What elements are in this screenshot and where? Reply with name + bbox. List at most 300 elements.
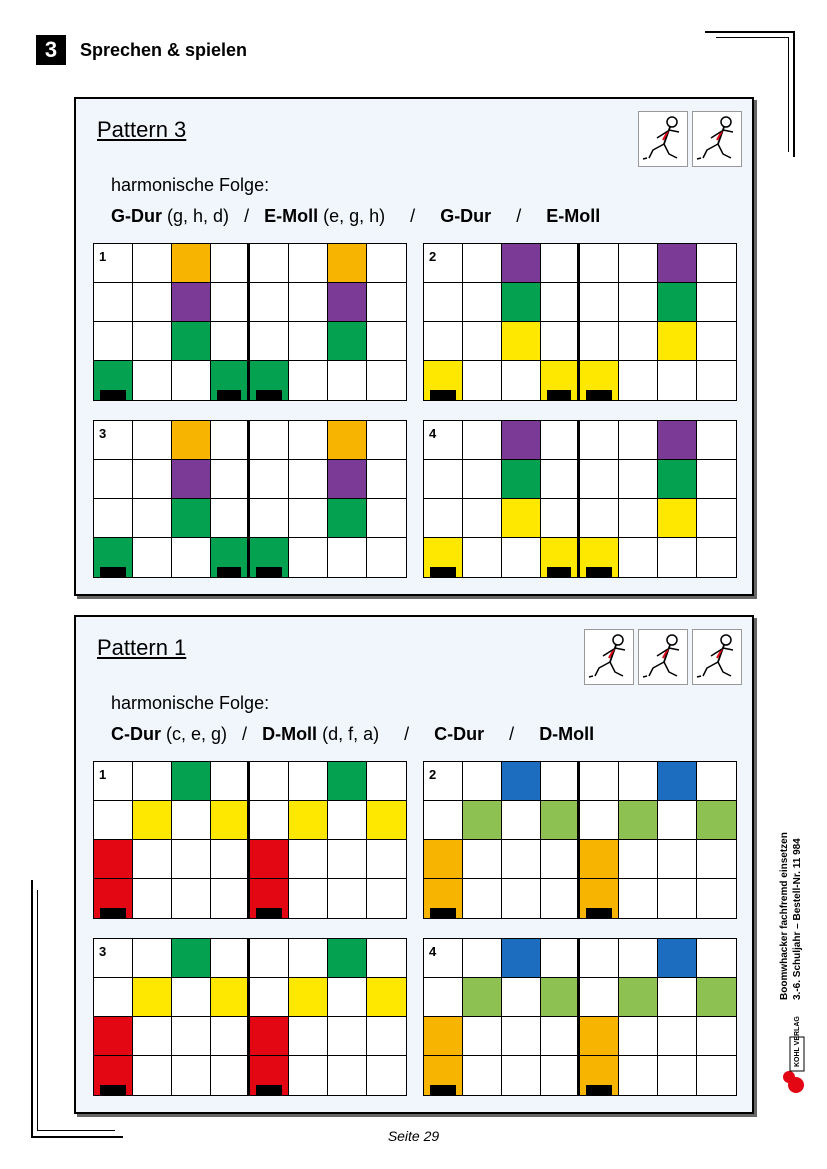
beat-marker — [430, 1085, 456, 1095]
grid-cell — [211, 879, 250, 918]
grid-cell — [172, 1017, 211, 1056]
grid-number: 1 — [99, 767, 107, 782]
grid-cell — [697, 801, 736, 840]
grid-cell — [94, 879, 133, 918]
grid-cell — [211, 322, 250, 361]
grid-cell — [463, 840, 502, 879]
grid-cell — [424, 978, 463, 1017]
grid-cell — [367, 879, 406, 918]
grid-cell — [172, 283, 211, 322]
pattern-panel — [74, 97, 754, 596]
grid-cell — [424, 283, 463, 322]
beat-marker — [217, 390, 241, 400]
grid-cell — [697, 840, 736, 879]
grid-cell — [172, 840, 211, 879]
grid-cell — [133, 322, 172, 361]
grid-cell — [580, 322, 619, 361]
harmony-label: harmonische Folge: — [111, 175, 270, 195]
grid-cell — [133, 879, 172, 918]
grid-cell — [541, 322, 580, 361]
grid-cell — [658, 244, 697, 283]
beat-marker — [100, 567, 126, 577]
dancer-figure-icon — [638, 111, 688, 167]
grid-cell — [697, 460, 736, 499]
grid-cell — [94, 1017, 133, 1056]
grid-cell — [580, 801, 619, 840]
grid-cell — [424, 1056, 463, 1095]
grid-cell — [94, 421, 133, 460]
beat-marker — [586, 908, 612, 918]
grid-cell — [463, 801, 502, 840]
grid-cell — [367, 1056, 406, 1095]
page-number: Seite 29 — [387, 1128, 440, 1144]
grid-cell — [172, 322, 211, 361]
grid-number: 4 — [429, 426, 437, 441]
grid-cell — [289, 879, 328, 918]
harmony-chord: D-Moll — [262, 724, 318, 744]
grid-cell — [328, 283, 367, 322]
grid-cell — [250, 939, 289, 978]
grid-cell — [250, 801, 289, 840]
grid-cell — [697, 762, 736, 801]
grid-cell — [502, 879, 541, 918]
grid-cell — [328, 460, 367, 499]
grid-cell — [502, 322, 541, 361]
grid-cell — [94, 244, 133, 283]
publisher-sidebar — [774, 765, 822, 1095]
grid-cell — [328, 538, 367, 577]
beat-marker — [100, 390, 126, 400]
grid-cell — [502, 361, 541, 400]
grid-cell — [424, 801, 463, 840]
grid-number: 2 — [429, 249, 437, 264]
grid-cell — [94, 801, 133, 840]
publication-info — [778, 832, 804, 1000]
grid-cell — [580, 939, 619, 978]
grid-cell — [658, 840, 697, 879]
grid-cell — [94, 538, 133, 577]
grid-cell — [289, 283, 328, 322]
grid-cell — [133, 1056, 172, 1095]
grid-cell — [541, 538, 580, 577]
grid-cell — [133, 978, 172, 1017]
harmony-chord: G-Dur — [440, 206, 492, 226]
grid-cell — [328, 801, 367, 840]
grid-cell — [328, 244, 367, 283]
grid-cell — [619, 244, 658, 283]
grid-cell — [367, 460, 406, 499]
grid-cell — [94, 361, 133, 400]
grid-cell — [289, 978, 328, 1017]
grid-cell — [250, 879, 289, 918]
grid-cell — [619, 361, 658, 400]
grid-cell — [172, 879, 211, 918]
pattern-grid-1 — [93, 243, 407, 401]
grid-cell — [697, 421, 736, 460]
grid-cell — [697, 939, 736, 978]
grid-cell — [211, 244, 250, 283]
grid-cell — [502, 283, 541, 322]
grid-cell — [463, 499, 502, 538]
grid-cell — [94, 840, 133, 879]
grid-cell — [658, 322, 697, 361]
grid-cell — [289, 939, 328, 978]
grid-cell — [697, 978, 736, 1017]
grid-cell — [289, 244, 328, 283]
beat-marker — [430, 567, 456, 577]
grid-cell — [424, 1017, 463, 1056]
grid-cell — [463, 939, 502, 978]
grid-cell — [367, 801, 406, 840]
grid-cell — [658, 1056, 697, 1095]
harmony-chord: G-Dur — [111, 206, 162, 226]
grid-cell — [133, 499, 172, 538]
grid-cell — [619, 1017, 658, 1056]
grid-cell — [424, 421, 463, 460]
grid-number: 4 — [429, 944, 437, 959]
harmony-notes: (d, f, a) — [322, 724, 380, 744]
grid-cell — [250, 1017, 289, 1056]
beat-marker — [256, 567, 282, 577]
dancer-figure-icon — [692, 629, 742, 685]
grid-cell — [424, 460, 463, 499]
pattern-panel — [74, 615, 754, 1114]
grid-cell — [541, 801, 580, 840]
harmony-chord: D-Moll — [539, 724, 595, 744]
grid-cell — [172, 421, 211, 460]
grid-cell — [463, 361, 502, 400]
grid-cell — [463, 762, 502, 801]
dancer-figure-icon — [584, 629, 634, 685]
grid-cell — [541, 939, 580, 978]
pattern-title: Pattern 3 — [97, 117, 187, 142]
beat-marker — [547, 390, 571, 400]
harmony-separator: / — [489, 724, 535, 744]
grid-cell — [424, 879, 463, 918]
grid-cell — [658, 421, 697, 460]
grid-cell — [502, 939, 541, 978]
grid-cell — [580, 879, 619, 918]
harmony-separator: / — [496, 206, 542, 226]
grid-cell — [250, 762, 289, 801]
grid-cell — [658, 361, 697, 400]
grid-cell — [697, 499, 736, 538]
publication-order-number: 3.-6. Schuljahr – Bestell-Nr. 11 984 — [792, 838, 803, 1000]
grid-cell — [211, 1017, 250, 1056]
grid-cell — [289, 840, 328, 879]
grid-cell — [463, 978, 502, 1017]
corner-line-top-v1 — [793, 31, 795, 157]
grid-cell — [463, 538, 502, 577]
harmony-notes: (c, e, g) — [166, 724, 228, 744]
grid-cell — [619, 283, 658, 322]
grid-cell — [367, 421, 406, 460]
grid-cell — [172, 460, 211, 499]
grid-cell — [250, 978, 289, 1017]
grid-cell — [541, 499, 580, 538]
grid-cell — [502, 460, 541, 499]
grid-cell — [328, 762, 367, 801]
grid-cell — [289, 1056, 328, 1095]
grid-cell — [94, 1056, 133, 1095]
grid-cell — [250, 361, 289, 400]
corner-line-top-h2 — [716, 37, 789, 38]
grid-cell — [328, 499, 367, 538]
grid-cell — [619, 499, 658, 538]
grid-cell — [172, 978, 211, 1017]
grid-cell — [328, 840, 367, 879]
grid-cell — [289, 460, 328, 499]
grid-cell — [289, 499, 328, 538]
grid-cell — [541, 421, 580, 460]
grid-cell — [211, 840, 250, 879]
grid-cell — [463, 460, 502, 499]
beat-marker — [430, 390, 456, 400]
grid-cell — [619, 460, 658, 499]
grid-cell — [328, 322, 367, 361]
grid-cell — [211, 978, 250, 1017]
grid-cell — [94, 283, 133, 322]
grid-cell — [367, 978, 406, 1017]
grid-cell — [133, 244, 172, 283]
grid-cell — [502, 840, 541, 879]
grid-cell — [580, 1056, 619, 1095]
grid-cell — [250, 244, 289, 283]
grid-cell — [541, 762, 580, 801]
grid-cell — [502, 421, 541, 460]
grid-number: 3 — [99, 944, 107, 959]
grid-cell — [619, 978, 658, 1017]
dancer-figure-icon — [638, 629, 688, 685]
harmony-chord: C-Dur — [434, 724, 485, 744]
grid-cell — [424, 361, 463, 400]
grid-cell — [289, 361, 328, 400]
pattern-grid-4 — [423, 938, 737, 1096]
harmony-notes: (e, g, h) — [323, 206, 386, 226]
beat-marker — [256, 1085, 282, 1095]
grid-cell — [424, 499, 463, 538]
grid-cell — [133, 361, 172, 400]
beat-marker — [256, 908, 282, 918]
grid-cell — [619, 840, 658, 879]
harmony-chord: E-Moll — [546, 206, 601, 226]
grid-cell — [289, 801, 328, 840]
pattern-title: Pattern 1 — [97, 635, 187, 660]
grid-cell — [250, 499, 289, 538]
grid-cell — [328, 421, 367, 460]
grid-cell — [424, 244, 463, 283]
grid-cell — [328, 1017, 367, 1056]
grid-cell — [580, 361, 619, 400]
grid-cell — [580, 762, 619, 801]
grid-cell — [328, 361, 367, 400]
grid-cell — [367, 244, 406, 283]
harmony-notes: (g, h, d) — [167, 206, 230, 226]
harmony-separator: / — [232, 724, 258, 744]
grid-cell — [619, 1056, 658, 1095]
grid-cell — [697, 361, 736, 400]
grid-cell — [172, 538, 211, 577]
grid-cell — [580, 283, 619, 322]
grid-cell — [619, 322, 658, 361]
grid-cell — [580, 244, 619, 283]
grid-cell — [289, 762, 328, 801]
grid-cell — [211, 283, 250, 322]
grid-cell — [658, 499, 697, 538]
harmony-sequence — [111, 724, 594, 745]
grid-cell — [463, 879, 502, 918]
grid-number: 3 — [99, 426, 107, 441]
beat-marker — [217, 567, 241, 577]
grid-cell — [541, 840, 580, 879]
grid-cell — [211, 801, 250, 840]
grid-cell — [502, 762, 541, 801]
grid-cell — [172, 801, 211, 840]
grid-cell — [289, 1017, 328, 1056]
grid-cell — [133, 283, 172, 322]
grid-cell — [619, 421, 658, 460]
harmony-separator: / — [234, 206, 260, 226]
grid-cell — [697, 244, 736, 283]
grid-cell — [541, 244, 580, 283]
grid-cell — [463, 283, 502, 322]
beat-marker — [586, 567, 612, 577]
grid-cell — [211, 361, 250, 400]
harmony-sequence — [111, 206, 600, 227]
grid-cell — [658, 460, 697, 499]
grid-cell — [502, 1017, 541, 1056]
grid-cell — [172, 499, 211, 538]
pattern-grid-2 — [423, 761, 737, 919]
grid-cell — [328, 978, 367, 1017]
grid-cell — [502, 801, 541, 840]
grid-cell — [502, 1056, 541, 1095]
dancer-figures — [638, 111, 742, 167]
grid-cell — [658, 538, 697, 577]
beat-marker — [256, 390, 282, 400]
grid-cell — [367, 1017, 406, 1056]
grid-cell — [250, 460, 289, 499]
grid-cell — [541, 283, 580, 322]
grid-cell — [697, 322, 736, 361]
corner-line-bottom-v2 — [37, 890, 38, 1131]
grid-number: 1 — [99, 249, 107, 264]
grid-cell — [658, 1017, 697, 1056]
grid-cell — [697, 1017, 736, 1056]
grid-cell — [580, 460, 619, 499]
section-title: Sprechen & spielen — [80, 40, 248, 60]
grid-cell — [211, 460, 250, 499]
grid-cell — [133, 801, 172, 840]
grid-cell — [94, 939, 133, 978]
grid-cell — [463, 244, 502, 283]
grid-cell — [502, 538, 541, 577]
beat-marker — [430, 908, 456, 918]
grid-cell — [367, 283, 406, 322]
grid-cell — [697, 283, 736, 322]
grid-cell — [211, 1056, 250, 1095]
grid-cell — [172, 244, 211, 283]
beat-marker — [586, 390, 612, 400]
grid-cell — [619, 939, 658, 978]
grid-cell — [172, 361, 211, 400]
grid-cell — [424, 762, 463, 801]
grid-cell — [541, 1017, 580, 1056]
grid-cell — [658, 939, 697, 978]
grid-cell — [250, 1056, 289, 1095]
grid-cell — [463, 421, 502, 460]
beat-marker — [547, 567, 571, 577]
beat-marker — [100, 908, 126, 918]
grid-cell — [502, 244, 541, 283]
grid-cell — [580, 421, 619, 460]
grid-cell — [133, 460, 172, 499]
grid-cell — [658, 879, 697, 918]
harmony-chord: C-Dur — [111, 724, 161, 744]
grid-cell — [580, 499, 619, 538]
grid-cell — [580, 978, 619, 1017]
grid-cell — [580, 538, 619, 577]
grid-cell — [697, 879, 736, 918]
grid-cell — [289, 421, 328, 460]
grid-cell — [541, 978, 580, 1017]
grid-cell — [367, 939, 406, 978]
grid-cell — [250, 283, 289, 322]
grid-cell — [658, 283, 697, 322]
grid-cell — [367, 538, 406, 577]
grid-cell — [697, 1056, 736, 1095]
grid-cell — [619, 879, 658, 918]
grid-cell — [367, 762, 406, 801]
grid-cell — [250, 538, 289, 577]
grid-cell — [502, 978, 541, 1017]
grid-cell — [328, 879, 367, 918]
pattern-grid-1 — [93, 761, 407, 919]
grid-cell — [250, 421, 289, 460]
pattern-grid-2 — [423, 243, 737, 401]
grid-cell — [133, 762, 172, 801]
grid-cell — [172, 762, 211, 801]
pattern-grid-3 — [93, 938, 407, 1096]
grid-cell — [211, 499, 250, 538]
grid-cell — [463, 322, 502, 361]
grid-cell — [463, 1017, 502, 1056]
grid-cell — [619, 801, 658, 840]
grid-cell — [424, 939, 463, 978]
grid-cell — [541, 1056, 580, 1095]
harmony-separator: / — [390, 206, 436, 226]
grid-cell — [211, 421, 250, 460]
grid-cell — [367, 322, 406, 361]
grid-cell — [94, 460, 133, 499]
section-number: 3 — [36, 35, 66, 65]
grid-cell — [580, 840, 619, 879]
grid-cell — [211, 939, 250, 978]
publication-title: Boomwhacker fachfremd einsetzen — [779, 832, 790, 1000]
grid-cell — [289, 322, 328, 361]
grid-cell — [502, 499, 541, 538]
grid-cell — [250, 840, 289, 879]
grid-cell — [619, 762, 658, 801]
grid-cell — [289, 538, 328, 577]
grid-cell — [133, 421, 172, 460]
grid-number: 2 — [429, 767, 437, 782]
beat-marker — [586, 1085, 612, 1095]
corner-line-top-v2 — [788, 37, 789, 152]
grid-cell — [133, 939, 172, 978]
grid-cell — [541, 361, 580, 400]
grid-cell — [133, 1017, 172, 1056]
